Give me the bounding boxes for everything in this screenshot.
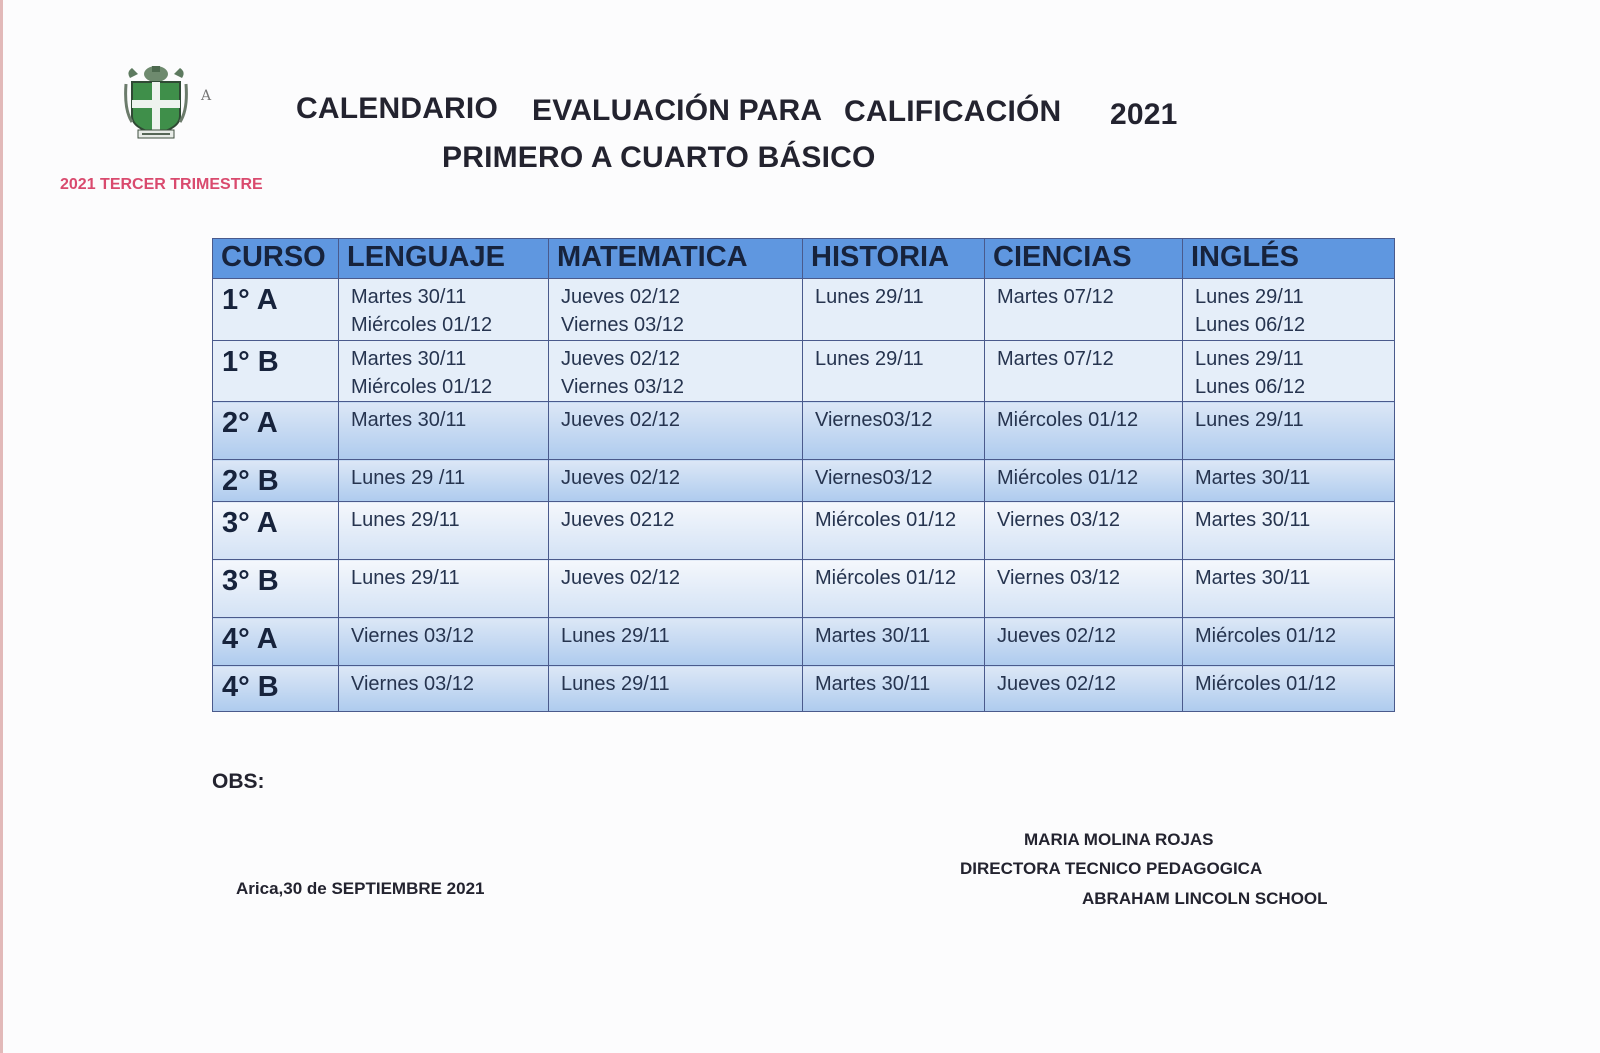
signature-school: ABRAHAM LINCOLN SCHOOL <box>1082 889 1328 908</box>
trimester-label: 2021 TERCER TRIMESTRE <box>60 176 263 193</box>
ciencias-cell: Miércoles 01/12 <box>985 402 1183 460</box>
page-edge <box>0 0 3 1053</box>
ingles-cell: Martes 30/11 <box>1183 502 1395 560</box>
signature-name: MARIA MOLINA ROJAS <box>1024 830 1214 849</box>
curso-cell: 2° B <box>213 460 339 502</box>
schedule-table <box>212 238 1395 712</box>
historia-cell: Viernes03/12 <box>803 460 985 502</box>
date-entry: Lunes 29/11 <box>815 286 924 308</box>
ciencias-cell: Miércoles 01/12 <box>985 460 1183 502</box>
date-entry: Martes 07/12 <box>997 286 1114 308</box>
ciencias-cell: Viernes 03/12 <box>985 502 1183 560</box>
date-entry: Martes 07/12 <box>997 348 1114 370</box>
curso-cell: 3° A <box>213 502 339 560</box>
header-curso: CURSO <box>213 239 339 279</box>
curso-cell: 2° A <box>213 402 339 460</box>
ciencias-cell <box>985 279 1183 341</box>
date-entry: Miércoles 01/12 <box>351 376 493 398</box>
ciencias-cell: Jueves 02/12 <box>985 618 1183 666</box>
ingles-cell <box>1183 279 1395 341</box>
matematica-cell: Jueves 0212 <box>549 502 803 560</box>
curso-cell: 4° B <box>213 666 339 712</box>
school-crest-logo <box>124 64 188 140</box>
header-matematica: MATEMATICA <box>549 239 803 279</box>
historia-cell <box>803 279 985 341</box>
historia-cell: Miércoles 01/12 <box>803 502 985 560</box>
subtitle: PRIMERO A CUARTO BÁSICO <box>442 141 876 174</box>
matematica-cell: Lunes 29/11 <box>549 618 803 666</box>
lenguaje-cell: Lunes 29/11 <box>339 560 549 618</box>
curso-cell: 4° A <box>213 618 339 666</box>
matematica-cell: Lunes 29/11 <box>549 666 803 712</box>
lenguaje-cell <box>339 279 549 341</box>
header-ciencias: CIENCIAS <box>985 239 1183 279</box>
title-calificacion: CALIFICACIÓN <box>844 95 1062 128</box>
signature-role: DIRECTORA TECNICO PEDAGOGICA <box>960 859 1263 878</box>
historia-cell: Viernes03/12 <box>803 402 985 460</box>
title-evaluacion-para: EVALUACIÓN PARA <box>532 94 823 127</box>
table-row <box>213 618 1395 666</box>
obs-label: OBS: <box>212 770 265 793</box>
matematica-cell: Jueves 02/12 <box>549 460 803 502</box>
lenguaje-cell: Lunes 29 /11 <box>339 460 549 502</box>
ciencias-cell: Viernes 03/12 <box>985 560 1183 618</box>
lenguaje-cell: Viernes 03/12 <box>339 666 549 712</box>
historia-cell <box>803 341 985 402</box>
historia-cell: Martes 30/11 <box>803 618 985 666</box>
matematica-cell <box>549 341 803 402</box>
header-ingles: INGLÉS <box>1183 239 1395 279</box>
table-row <box>213 502 1395 560</box>
date-entry: Martes 30/11 <box>351 286 467 308</box>
title-year: 2021 <box>1110 98 1178 131</box>
table-row <box>213 341 1395 402</box>
date-entry: Viernes 03/12 <box>561 376 685 398</box>
matematica-cell: Jueves 02/12 <box>549 560 803 618</box>
date-entry: Lunes 06/12 <box>1195 314 1306 336</box>
date-entry: Martes 30/11 <box>351 348 467 370</box>
logo-letter: A <box>201 88 212 104</box>
historia-cell: Miércoles 01/12 <box>803 560 985 618</box>
date-entry: Viernes 03/12 <box>561 314 685 336</box>
table-row <box>213 279 1395 341</box>
date-entry: Lunes 06/12 <box>1195 376 1306 398</box>
historia-cell: Martes 30/11 <box>803 666 985 712</box>
header-lenguaje: LENGUAJE <box>339 239 549 279</box>
lenguaje-cell: Lunes 29/11 <box>339 502 549 560</box>
ingles-cell: Martes 30/11 <box>1183 560 1395 618</box>
title-calendario: CALENDARIO <box>296 92 498 125</box>
table-row <box>213 460 1395 502</box>
curso-cell: 3° B <box>213 560 339 618</box>
ciencias-cell: Jueves 02/12 <box>985 666 1183 712</box>
table-row <box>213 560 1395 618</box>
lenguaje-cell: Martes 30/11 <box>339 402 549 460</box>
matematica-cell: Jueves 02/12 <box>549 402 803 460</box>
ingles-cell: Lunes 29/11 <box>1183 402 1395 460</box>
date-entry: Miércoles 01/12 <box>351 314 493 336</box>
ingles-cell: Miércoles 01/12 <box>1183 666 1395 712</box>
lenguaje-cell: Viernes 03/12 <box>339 618 549 666</box>
ingles-cell <box>1183 341 1395 402</box>
ingles-cell: Martes 30/11 <box>1183 460 1395 502</box>
date-entry: Jueves 02/12 <box>561 286 680 308</box>
ingles-cell: Miércoles 01/12 <box>1183 618 1395 666</box>
curso-cell: 1° B <box>213 341 339 402</box>
matematica-cell <box>549 279 803 341</box>
curso-cell: 1° A <box>213 279 339 341</box>
date-entry: Jueves 02/12 <box>561 348 680 370</box>
date-entry: Lunes 29/11 <box>1195 286 1304 308</box>
date-line: Arica,30 de SEPTIEMBRE 2021 <box>236 879 485 898</box>
lenguaje-cell <box>339 341 549 402</box>
table-row <box>213 666 1395 712</box>
table-header-row <box>213 239 1395 279</box>
date-entry: Lunes 29/11 <box>1195 348 1304 370</box>
date-entry: Lunes 29/11 <box>815 348 924 370</box>
table-row <box>213 402 1395 460</box>
ciencias-cell <box>985 341 1183 402</box>
header-historia: HISTORIA <box>803 239 985 279</box>
